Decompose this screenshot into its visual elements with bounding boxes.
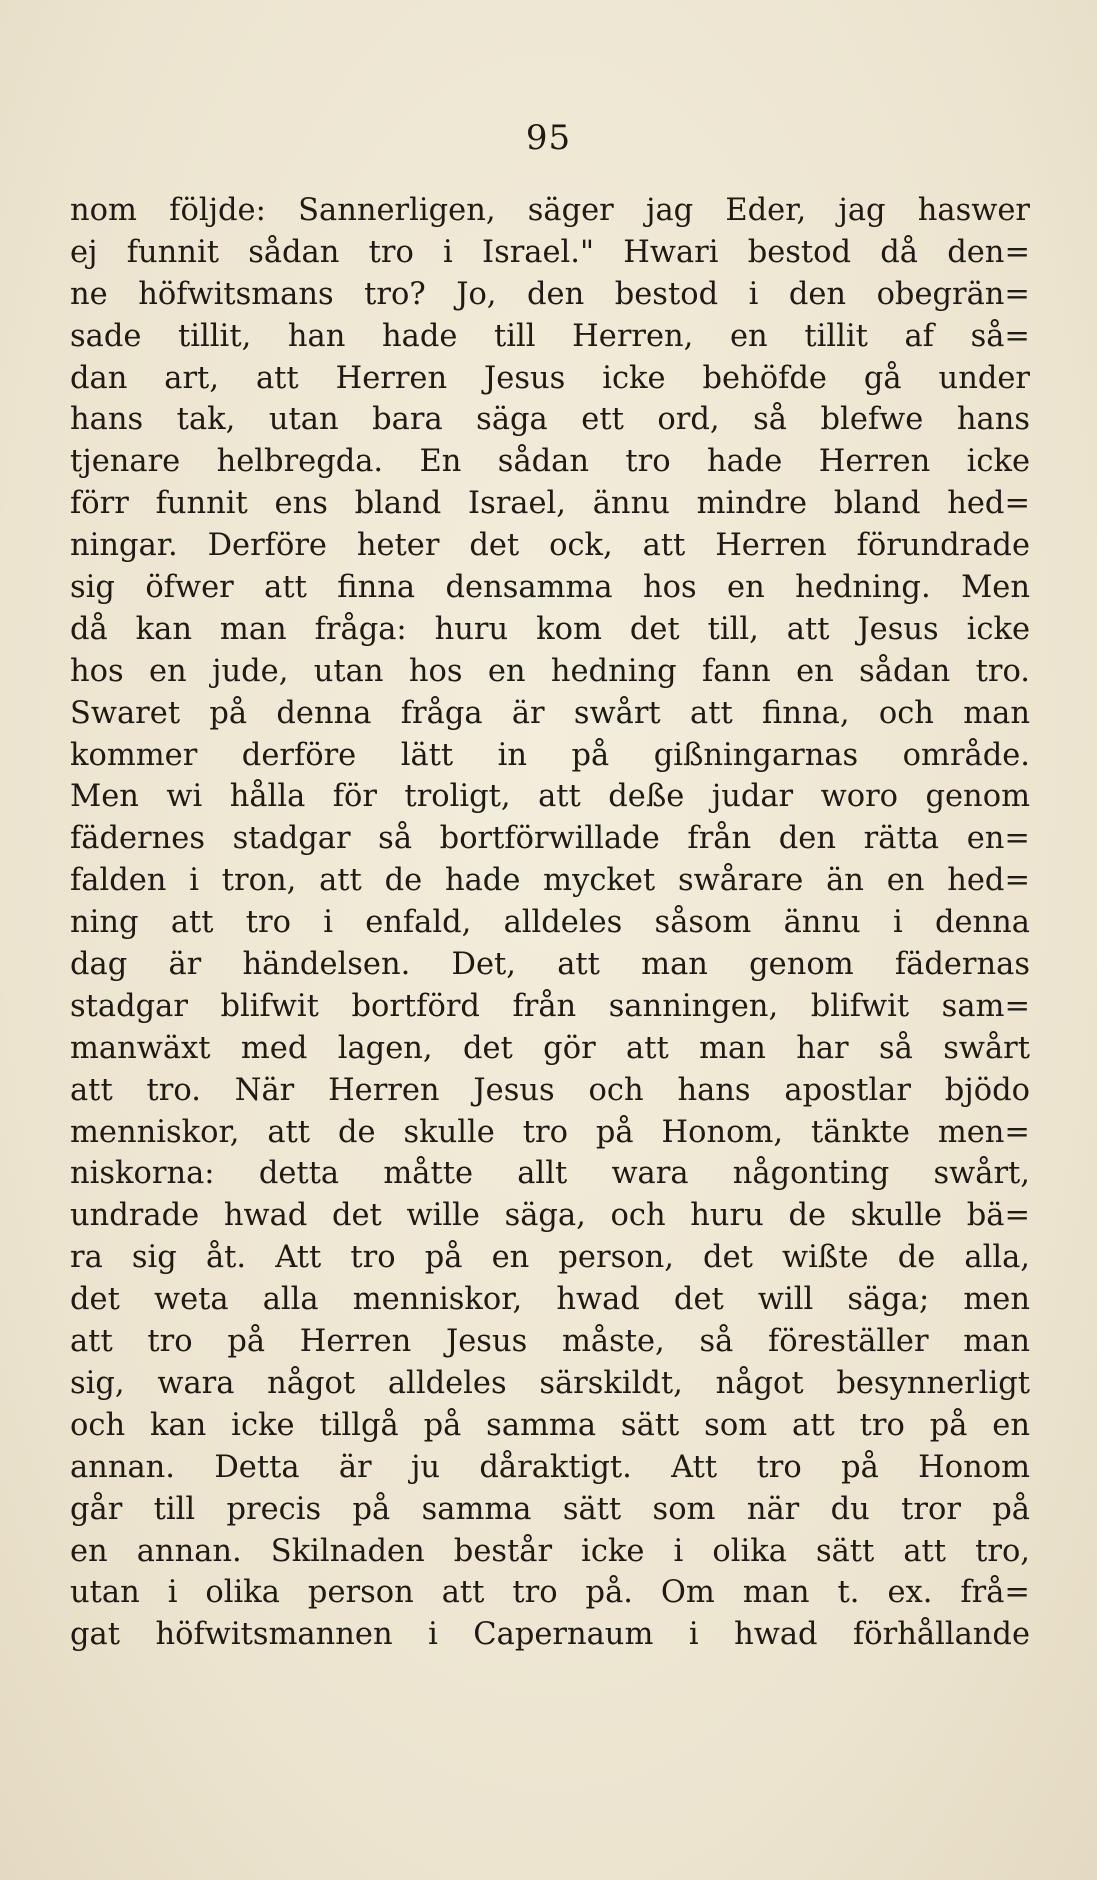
text-line: ningar. Derföre heter det ock, att Herren förundrade xyxy=(70,528,1030,564)
text-line: undrade hwad det wille säga, och huru de skulle bä= xyxy=(70,1198,1030,1234)
text-line: manwäxt med lagen, det gör att man har så swårt xyxy=(70,1030,1030,1066)
text-line: då kan man fråga: huru kom det till, att Jesus icke xyxy=(70,611,1030,647)
text-line: kommer derföre lätt in på gißningarnas område. xyxy=(70,737,1030,773)
text-line: Men wi hålla för troligt, att deße judar woro genom xyxy=(70,779,1030,815)
text-line: nom följde: Sannerligen, säger jag Eder, jag haswer xyxy=(70,193,1030,228)
text-line: att tro. När Herren Jesus och hans apostlar bjödo xyxy=(70,1072,1030,1108)
text-line: förr funnit ens bland Israel, ännu mindre bland hed= xyxy=(70,486,1030,522)
text-line: hans tak, utan bara säga ett ord, så blefwe hans xyxy=(70,402,1030,438)
body-text xyxy=(70,190,1030,1656)
text-line: tjenare helbregda. En sådan tro hade Herren icke xyxy=(70,444,1030,480)
text-line: att tro på Herren Jesus måste, så föreställer man xyxy=(70,1324,1030,1360)
text-line: utan i olika person att tro på. Om man t. ex. frå= xyxy=(70,1575,1030,1611)
text-line: niskorna: detta måtte allt wara någonting swårt, xyxy=(70,1156,1030,1192)
text-line: och kan icke tillgå på samma sätt som att tro på en xyxy=(70,1407,1030,1443)
text-line: Swaret på denna fråga är swårt att finna, och man xyxy=(70,695,1030,731)
text-line: hos en jude, utan hos en hedning fann en sådan tro. xyxy=(70,653,1030,689)
text-line: ra sig åt. Att tro på en person, det wißte de alla, xyxy=(70,1240,1030,1276)
text-line: dan art, att Herren Jesus icke behöfde gå under xyxy=(70,360,1030,396)
text-line: går till precis på samma sätt som när du tror på xyxy=(70,1491,1030,1527)
text-line: annan. Detta är ju dåraktigt. Att tro på Honom xyxy=(70,1449,1030,1485)
text-line: en annan. Skilnaden består icke i olika sätt att tro, xyxy=(70,1533,1030,1569)
text-line: gat höfwitsmannen i Capernaum i hwad förhållande xyxy=(70,1617,1030,1653)
text-line: menniskor, att de skulle tro på Honom, tänkte men= xyxy=(70,1114,1030,1150)
text-line: det weta alla menniskor, hwad det will säga; men xyxy=(70,1282,1030,1318)
text-line: ne höfwitsmans tro? Jo, den bestod i den obegrän= xyxy=(70,276,1030,312)
text-line: falden i tron, att de hade mycket swårare än en hed= xyxy=(70,863,1030,899)
text-line: ning att tro i enfald, alldeles såsom ännu i denna xyxy=(70,905,1030,941)
text-line: dag är händelsen. Det, att man genom fädernas xyxy=(70,947,1030,983)
text-line: sade tillit, han hade till Herren, en tillit af så= xyxy=(70,318,1030,354)
text-line: sig öfwer att finna densamma hos en hedning. Men xyxy=(70,570,1030,606)
text-line: ej funnit sådan tro i Israel." Hwari bestod då den= xyxy=(70,234,1030,270)
page-number: 95 xyxy=(525,118,572,158)
text-line: stadgar blifwit bortförd från sanningen, blifwit sam= xyxy=(70,988,1030,1024)
text-line: sig, wara något alldeles särskildt, något besynnerligt xyxy=(70,1365,1030,1401)
text-line: fädernes stadgar så bortförwillade från den rätta en= xyxy=(70,821,1030,857)
